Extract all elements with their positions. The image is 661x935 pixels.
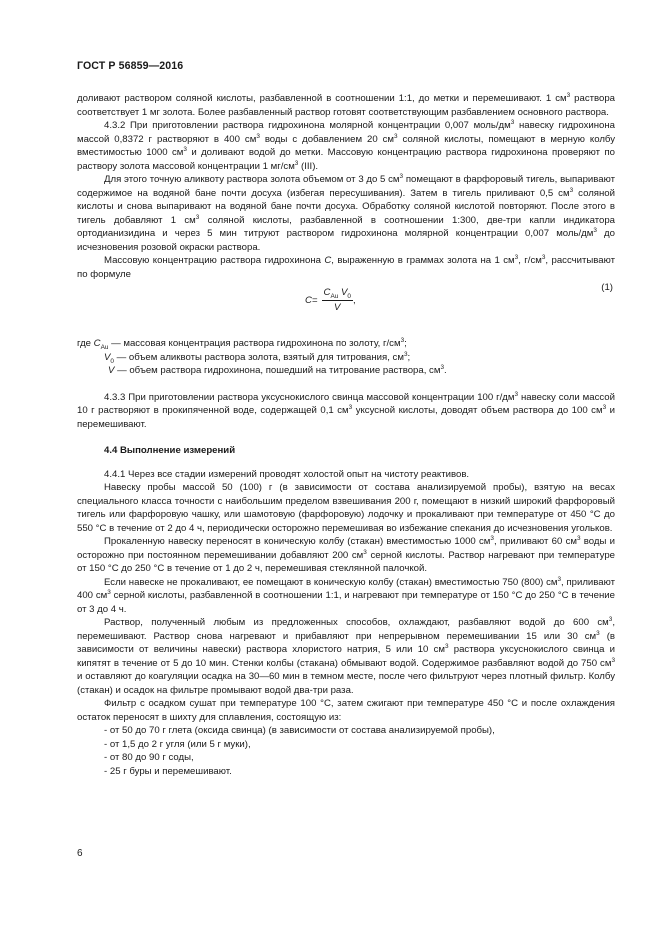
paragraph-4-3-3: 4.3.3 При приготовлении раствора уксуснокислого свинца массовой концентрации 100 $г/дм^3$ навеску соли массой 10 г растворяют в прокипяченной воде, содержащей 0,1 $см^3$ уксусной кислоты, доводят объем раствора до 100 $см^3$ и перемешивают. — [77, 390, 615, 430]
formula-fraction: $\frac{C_{Au} V_0}{V}$ — [323, 287, 351, 313]
document-header: ГОСТ Р 56859—2016 — [77, 60, 184, 72]
formula-definitions — [77, 337, 615, 378]
list-item: - 25 г буры и перемешивают. — [104, 765, 232, 777]
paragraph-solution: Раствор, полученный любым из предложенных способов, охлаждают, разбавляют водой до 600 $см^3$, перемешивают. Раствор снова нагревают и прибавляют при непрерывном перемешивании 15 или 30 $см^3$ (в зависимости от величины навески) раствора хлористого натрия, 5 или 10 $см^3$ раствора уксуснокислого свинца и кипятят в течение от 5 до 10 мин. Стенки колбы (стакана) обмывают водой. Содержимое разбавляют водой до 750 $см^3$ и оставляют до коагуляции осадка на 30—60 мин в темном месте, после чего фильтруют через плотный фильтр. Колбу (стакан) и осадок на фильтре промывают водой два-три раза. — [77, 615, 615, 696]
paragraph-4-4-1: 4.4.1 Через все стадии измерений проводят холостой опыт на чистоту реактивов. — [104, 468, 470, 480]
formula-number: (1) — [601, 282, 613, 293]
paragraph: доливают раствором соляной кислоты, разбавленной в соотношении 1:1, до метки и перемешивают. 1 $см^3$ раствора соответствует 1 мг золота. Более разбавленный раствор готовят соответствующим разбавлением основного раствора. — [77, 91, 616, 118]
paragraph-mass-concentration: Массовую концентрацию раствора гидрохинона C, выраженную в граммах золота на 1 $см^3$, $г/см^3$, рассчитывают по формуле — [77, 253, 616, 280]
list-item: - от 50 до 70 г глета (оксида свинца) (в зависимости от состава анализируемой пробы), — [104, 725, 495, 736]
paragraph-filter: Фильтр с осадком сушат при температуре 100 °С, затем сжигают при температуре 450 °С и после охлаждения остаток переносят в шихту для сплавления, состоящую из: — [77, 698, 615, 723]
formula-1 — [77, 281, 615, 327]
definition-c-au: где $C_{Au}$ — массовая концентрация раствора гидрохинона по золоту, $г/см^3$; — [77, 336, 407, 351]
formula-expression: C = $\frac{C_{Au} V_0}{V}$ , — [305, 287, 356, 313]
list-item: - от 80 до 90 г соды, — [104, 752, 194, 763]
list-item: - от 1,5 до 2 г угля (или 5 г муки), — [104, 738, 251, 750]
definition-v: V — объем раствора гидрохинона, пошедший на титрование раствора, $см^3$. — [108, 363, 447, 376]
paragraph-calcined: Прокаленную навеску переносят в коническую колбу (стакан) вместимостью 1000 $см^3$, приливают 60 $см^3$ воды и осторожно при постоянном перемешивании добавляют 200 $см^3$ серной кислоты. Раствор нагревают при температуре от 150 °С до 250 °С в течение от 1 до 2 ч, перемешивая стеклянной палочкой. — [77, 534, 615, 574]
paragraph-4-3-2: 4.3.2 При приготовлении раствора гидрохинона молярной концентрации 0,007 моль/$дм^3$ навеску гидрохинона массой 0,8372 г растворяют в 400 $см^3$ воды с добавлением 20 $см^3$ соляной кислоты, помещают в мерную колбу вместимостью 1000 $см^3$ и доливают водой до метки. Массовую концентрацию раствора гидрохинона проверяют по раствору золота массовой концентрации 1 $мг/см^3$ (III). — [77, 118, 615, 172]
document-body — [77, 92, 615, 778]
paragraph-not-calcined: Если навеске не прокаливают, ее помещают в коническую колбу (стакан) вместимостью 750 (800) $см^3$, приливают 400 $см^3$ серной кислоты, разбавленной в соотношении 1:1, и нагревают при температуре от 150 °С до 250 °С в течение от 3 до 4 ч. — [77, 575, 615, 615]
page-number: 6 — [77, 848, 83, 859]
paragraph-aliquot: Для этого точную аликвоту раствора золота объемом от 3 до 5 $см^3$ помещают в фарфоровый тигель, выпаривают содержимое на водяной бане почти досуха (избегая пересушивания). Затем в тигель приливают 0,5 $см^3$ соляной кислоты и снова выпаривают на водяной бане почти досуха. Обработку соляной кислотой повторяют. После этого в тигель добавляют 1 $см^3$ соляной кислоты, разбавленной в соотношении 1:300, две-три капли индикатора ортодианизидина и через 5 мин титруют раствором гидрохинона молярной концентрации 0,007 моль/$дм^3$ до исчезновения розовой окраски раствора. — [77, 172, 615, 253]
charge-list — [77, 724, 615, 778]
definition-v0: $V_0$ — объем аликвоты раствора золота, взятый для титрования, $см^3$; — [104, 350, 411, 365]
paragraph-sample: Навеску пробы массой 50 (100) г (в зависимости от состава анализируемой пробы), взятую на весах специального класса точности с наибольшим пределом взвешивания 200 г, помещают в низкий широкий фарфоровый тигель или фарфоровую чашку, или шамотовую (фарфоровую) лодочку и прокаливают при температуре от 450 °С до 550 °С в течение от 2 до 4 ч, периодически осторожно перемешивая во избежание спекания до исчезновения угольков. — [77, 482, 615, 534]
section-heading-4-4: 4.4 Выполнение измерений — [104, 445, 236, 456]
